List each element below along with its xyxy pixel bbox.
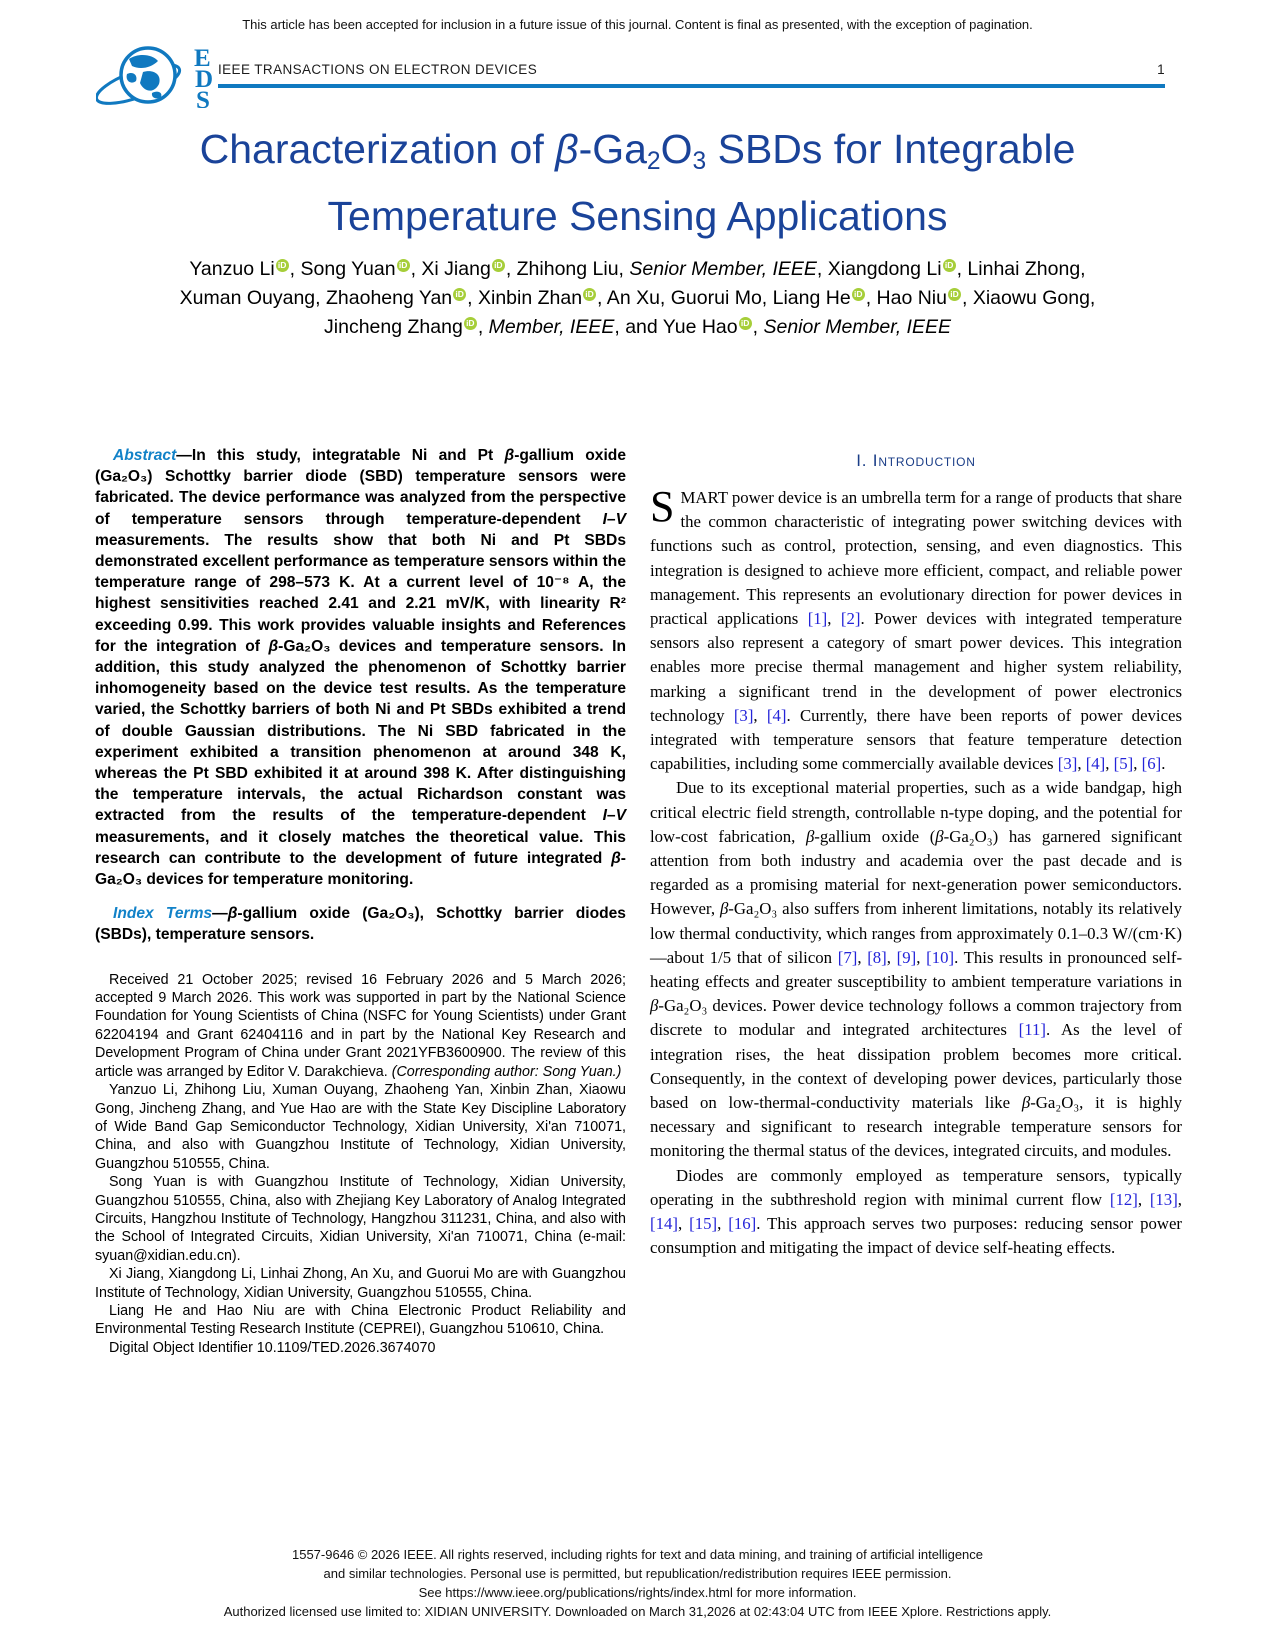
- text-segment: -Ga₂O₃, it is highly necessary and significant to research integrable temperature sensors for monitoring the thermal status of the devices, integrated circuits, and modules.: [650, 1093, 1182, 1161]
- citation-link[interactable]: [9]: [896, 947, 917, 967]
- text-segment: ,: [1177, 1189, 1182, 1209]
- citation-link[interactable]: [3]: [1057, 754, 1078, 774]
- citation-link[interactable]: [16]: [728, 1214, 757, 1234]
- text-segment: ,: [857, 947, 868, 967]
- text-segment: β: [504, 447, 515, 464]
- doi-line: Digital Object Identifier 10.1109/TED.2026.3674070: [109, 1339, 436, 1356]
- text-segment: Abstract: [113, 447, 177, 464]
- title-line-1: [0, 122, 1275, 189]
- text-segment: -Ga₂O₃) has garnered significant attention from both industry and academia over the past decade and is regarded as a promising material for next-generation power semiconductors. However,: [650, 826, 1183, 919]
- acceptance-note: This article has been accepted for inclusion in a future issue of this journal. Content is final as presented, with the exception of pagination.: [242, 17, 1033, 32]
- text-segment: V: [615, 807, 626, 825]
- orcid-icon[interactable]: iD: [453, 288, 466, 301]
- text-segment: —: [212, 905, 228, 923]
- text-segment: . Currently, there have been reports of power devices integrated with temperature sensors that feature temperature detection capabilities, including some commercially available devices: [650, 705, 1182, 774]
- index-terms-paragraph: [95, 903, 626, 945]
- text-segment: I: [602, 807, 607, 825]
- text-segment: -gallium oxide (Ga₂O₃) Schottky barrier diode (SBD) temperature sensors were fabricated. The device performance was analyzed from the perspective of temperature sensors through temperature-dependent: [95, 447, 626, 528]
- two-column-body: [95, 437, 1182, 1357]
- text-segment: I.: [856, 451, 873, 470]
- intro-paragraph-1: [650, 482, 1182, 776]
- citation-link[interactable]: [4]: [766, 705, 787, 725]
- citation-link[interactable]: [10]: [926, 947, 955, 967]
- text-segment: Jincheng Zhang: [324, 316, 463, 338]
- citation-link[interactable]: [11]: [1018, 1020, 1047, 1040]
- text-segment: , Xi Jiang: [410, 258, 491, 280]
- text-segment: β: [719, 899, 729, 919]
- text-segment: ,: [1105, 754, 1114, 774]
- introduction-text: [650, 482, 1183, 1261]
- text-segment: -Ga₂O₃ also suffers from inherent limitations, notably its relatively low thermal conductivity, which ranges from approximately 0.1–0.3 W/(cm·K)—about 1/5 that of silicon: [650, 899, 1182, 967]
- orcid-icon[interactable]: iD: [397, 259, 410, 272]
- text-segment: , Xiaowu Gong,: [962, 287, 1096, 309]
- text-segment: I: [602, 510, 607, 528]
- footer-line-4: Authorized licensed use limited to: XIDIAN UNIVERSITY. Downloaded on March 31,2026 at 02:43:04 UTC from IEEE Xplore. Restrictions apply.: [223, 1604, 1052, 1619]
- text-segment: , and Yue Hao: [614, 316, 738, 338]
- text-segment: , Xinbin Zhan: [467, 287, 583, 309]
- text-segment: ,: [752, 316, 764, 338]
- text-segment: ,: [677, 1214, 690, 1234]
- text-segment: . Power devices with integrated temperature sensors also represent a category of smart power devices. This integration enables more precise thermal management and higher system reliability, marking a significant trend in the development of power electronics technology: [650, 609, 1182, 725]
- orcid-icon[interactable]: iD: [948, 288, 961, 301]
- text-segment: ,: [886, 947, 897, 967]
- orcid-icon[interactable]: iD: [464, 317, 477, 330]
- footer-line-2: and similar technologies. Personal use is permitted, but republication/redistribution requires IEEE permission.: [323, 1566, 952, 1581]
- copyright-footer: [0, 1545, 1275, 1621]
- text-segment: Senior Member, IEEE: [629, 258, 817, 280]
- text-segment: β: [1021, 1093, 1031, 1113]
- footnote-affiliation-1: Yanzuo Li, Zhihong Liu, Xuman Ouyang, Zhaoheng Yan, Xinbin Zhan, Xiaowu Gong, Jincheng Zhang, and Yue Hao are with the State Key Discipline Laboratory of Wide Band Gap Semiconductor Technology, Xidian University, Xi'an 710071, China, and also with Guangzhou Institute of Technology, Xidian University, Guangzhou 510555, China.: [95, 1082, 626, 1172]
- text-segment: Diodes are commonly employed as temperature sensors, typically operating in the subthreshold region with minimal current flow: [650, 1165, 1182, 1209]
- text-segment: Due to its exceptional material properties, such as a wide bandgap, high critical electric field strength, controllable n-type doping, and the potential for low-cost fabrication,: [650, 778, 1182, 846]
- text-segment: measurements. The results show that both Ni and Pt SBDs demonstrated excellent performance as temperature sensors within the temperature range of 298–573 K. At a current level of 10⁻⁸ A, the highest sensitivities reached 2.41 and 2.21 mV/K, with linearity R² exceeding 0.99. This work provides valuable insights and References for the integration of: [95, 531, 626, 655]
- text-segment: ,: [827, 609, 841, 629]
- orcid-icon[interactable]: iD: [583, 288, 596, 301]
- svg-text:E: E: [194, 45, 211, 72]
- text-segment: measurements, and it closely matches the theoretical value. This research can contribute to the development of future integrated: [95, 828, 626, 867]
- article-title: [0, 122, 1275, 243]
- citation-link[interactable]: [6]: [1141, 754, 1162, 774]
- citation-link[interactable]: [1]: [807, 609, 828, 629]
- text-segment: ,: [753, 705, 767, 725]
- page-number: 1: [1157, 62, 1165, 77]
- citation-link[interactable]: [15]: [689, 1214, 718, 1234]
- text-segment: -Ga₂O₃ devices and temperature sensors. In addition, this study analyzed the phenomenon of Schottky barrier inhomogeneity based on the device test results. As the temperature varied, the Schottky barriers of both Ni and Pt SBDs exhibited a trend of double Gaussian distributions. The Ni SBD fabricated in the experiment exhibited a transition phenomenon at around 348 K, whereas the Pt SBD exhibited it at around 398 K. After distinguishing the temperature intervals, the actual Richardson constant was extracted from the results of the temperature-dependent: [95, 637, 626, 825]
- left-column: [95, 437, 626, 1357]
- text-segment: SBDs for Integrable: [706, 126, 1076, 172]
- text-segment: β: [555, 126, 579, 172]
- text-segment: Temperature Sensing Applications: [327, 193, 948, 240]
- text-segment: Received 21 October 2025; revised 16 February 2026 and 5 March 2026; accepted 9 March 2026. This work was supported in part by the National Science Foundation for Young Scientists of China (NSFC for Young Scientists) under Grant 62204194 and Grant 62404116 and in part by the National Key Research and Development Program of China under Grant 2021YFB3600900. The review of this article was arranged by Editor V. Darakchieva.: [95, 971, 626, 1080]
- footer-line-1: 1557-9646 © 2026 IEEE. All rights reserved, including rights for text and data mining, and training of artificial intelligence: [291, 1547, 984, 1562]
- text-segment: S: [650, 482, 675, 531]
- text-segment: β: [935, 826, 944, 846]
- right-column: [650, 437, 1182, 1357]
- svg-text:D: D: [195, 66, 214, 93]
- title-line-2: [0, 189, 1275, 243]
- text-segment: , Song Yuan: [289, 258, 396, 280]
- text-segment: ,: [717, 1214, 729, 1234]
- text-segment: Senior Member, IEEE: [763, 316, 951, 338]
- text-segment: (Corresponding author: Song Yuan.): [391, 1063, 622, 1080]
- text-segment: Xuman Ouyang, Zhaoheng Yan: [179, 287, 453, 309]
- citation-link[interactable]: [4]: [1085, 754, 1106, 774]
- ieee-eds-logo: [96, 42, 228, 108]
- orcid-icon[interactable]: iD: [739, 317, 752, 330]
- text-segment: .: [1161, 754, 1166, 774]
- text-segment: Index Terms: [113, 905, 213, 923]
- footer-line-3: See https://www.ieee.org/publications/rights/index.html for more information.: [418, 1585, 857, 1600]
- text-segment: —In this study, integratable Ni and Pt: [176, 447, 505, 464]
- text-segment: β: [650, 996, 659, 1016]
- text-segment: O: [660, 126, 693, 172]
- orcid-icon[interactable]: iD: [492, 259, 505, 272]
- text-segment: β: [611, 849, 621, 867]
- text-segment: Characterization of: [199, 126, 556, 172]
- author-line-2: [0, 284, 1275, 313]
- text-segment: Yanzuo Li: [189, 258, 275, 280]
- footnote-affiliation-3: Xi Jiang, Xiangdong Li, Linhai Zhong, An Xu, and Guorui Mo are with Guangzhou Institute of Technology, Xidian University, Guangzhou 510555, China.: [95, 1266, 626, 1301]
- citation-link[interactable]: [13]: [1149, 1189, 1178, 1209]
- intro-paragraph-3: [650, 1164, 1182, 1261]
- text-segment: . As the level of integration rises, the heat dissipation problem becomes more critical. Consequently, in the context of developing power devices, particularly those based on low-thermal-conductivity materials like: [650, 1020, 1183, 1113]
- text-segment: MART power device is an umbrella term for a range of products that share the common characteristic of integrating power switching devices with functions such as control, protection, sensing, and even diagnostics. This integration is designed to achieve more efficient, compact, and reliable power management. This represents an evolutionary direction for power devices in practical applications: [650, 488, 1182, 629]
- text-segment: ,: [1133, 754, 1142, 774]
- citation-link[interactable]: [3]: [733, 705, 754, 725]
- text-segment: , Xiangdong Li: [816, 258, 942, 280]
- citation-link[interactable]: [14]: [650, 1214, 678, 1234]
- citation-link[interactable]: [7]: [837, 947, 858, 967]
- first-page-footnotes: [95, 971, 626, 1358]
- text-segment: Introduction: [872, 451, 976, 470]
- running-header: [218, 62, 1165, 77]
- text-segment: -Ga: [578, 126, 647, 172]
- footnote-affiliation-4: Liang He and Hao Niu are with China Electronic Product Reliability and Environmental Testing Research Institute (CEPREI), Guangzhou 510610, China.: [95, 1302, 626, 1338]
- text-segment: , Zhihong Liu,: [505, 258, 630, 280]
- footnote-received: [95, 971, 626, 1081]
- abstract-paragraph: [95, 445, 626, 890]
- orcid-icon[interactable]: iD: [943, 259, 956, 272]
- text-segment: . This results in pronounced self-heating effects and greater susceptibility to ambient temperature variations in: [650, 947, 1183, 992]
- text-segment: –: [606, 807, 616, 825]
- svg-text:S: S: [196, 87, 210, 108]
- footnote-affiliation-2: Song Yuan is with Guangzhou Institute of Technology, Xidian University, Guangzhou 510555, China, also with Zhejiang Key Laboratory of Analog Integrated Circuits, Hangzhou Institute of Technology, Hangzhou 311231, China, and also with the School of Integrated Circuits, Xidian University, Xi'an 710071, China (e-mail: syuan@xidian.edu.cn).: [95, 1174, 626, 1264]
- citation-link[interactable]: [5]: [1113, 754, 1134, 774]
- citation-link[interactable]: [12]: [1109, 1189, 1138, 1209]
- globe-icon: [96, 42, 228, 108]
- text-segment: , Hao Niu: [865, 287, 947, 309]
- text-segment: 2: [646, 148, 661, 176]
- text-segment: , Linhai Zhong,: [956, 258, 1086, 280]
- text-segment: -Ga₂O₃ devices for temperature monitoring.: [95, 849, 626, 889]
- text-segment: 3: [692, 148, 707, 176]
- orcid-icon[interactable]: iD: [852, 288, 865, 301]
- text-segment: -gallium oxide (: [814, 826, 936, 846]
- section-heading-introduction: [650, 451, 1182, 471]
- text-segment: β: [268, 637, 279, 655]
- journal-name: IEEE TRANSACTIONS ON ELECTRON DEVICES: [218, 62, 538, 77]
- text-segment: ,: [477, 316, 489, 338]
- header-rule: [218, 84, 1165, 88]
- text-segment: . This approach serves two purposes: reducing sensor power consumption and mitigating the impact of device self-heating effects.: [650, 1214, 1183, 1258]
- text-segment: ,: [916, 947, 927, 967]
- author-list: [0, 255, 1275, 342]
- text-segment: -Ga₂O₃ devices. Power device technology follows a common trajectory from discrete to modular and integrated architectures: [650, 996, 1182, 1040]
- author-line-3: [0, 313, 1275, 342]
- text-segment: –: [606, 510, 616, 528]
- intro-paragraph-2: [650, 776, 1182, 1163]
- citation-link[interactable]: [2]: [840, 609, 861, 629]
- citation-link[interactable]: [8]: [867, 947, 887, 967]
- text-segment: V: [615, 510, 626, 528]
- text-segment: β: [805, 826, 815, 846]
- text-segment: -gallium oxide (Ga₂O₃), Schottky barrier diodes (SBDs), temperature sensors.: [95, 905, 626, 944]
- text-segment: , An Xu, Guorui Mo, Liang He: [597, 287, 851, 309]
- orcid-icon[interactable]: iD: [276, 259, 289, 272]
- author-line-1: [0, 255, 1275, 284]
- text-segment: ,: [1077, 754, 1086, 774]
- text-segment: Member, IEEE: [488, 316, 615, 338]
- text-segment: ,: [1137, 1189, 1150, 1209]
- text-segment: β: [227, 905, 238, 923]
